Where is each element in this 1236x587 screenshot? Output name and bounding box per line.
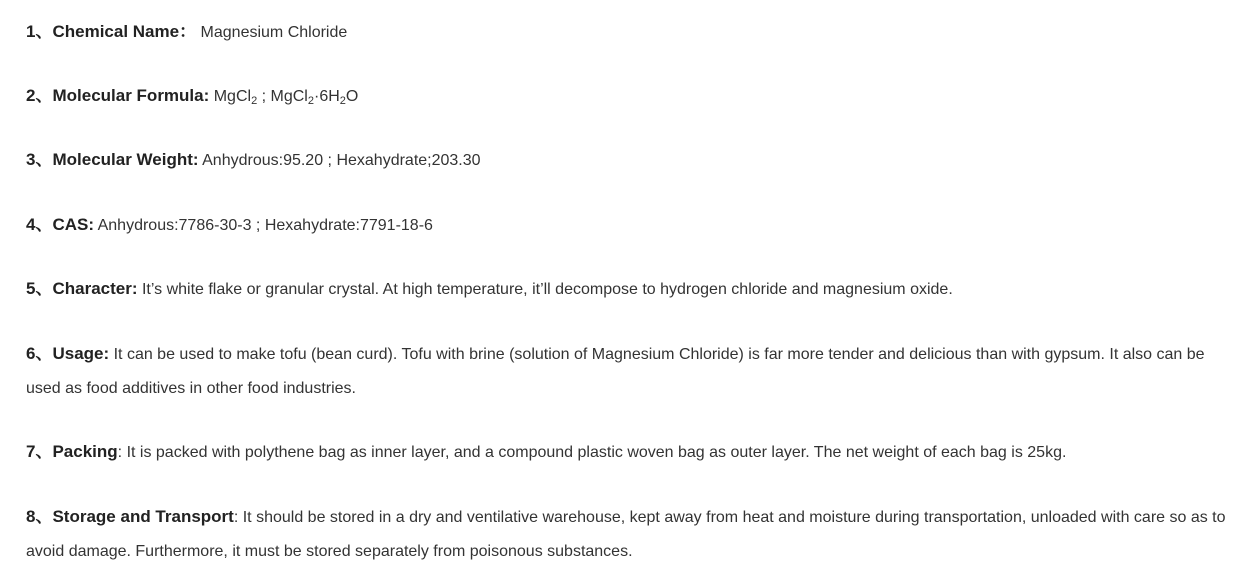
spec-item-molecular-formula (26, 79, 1226, 114)
item-value: It’s white flake or granular crystal. At high temperature, it’ll decompose to hydrogen chloride and magnesium oxide. (137, 281, 953, 298)
item-number: 6、 (26, 344, 53, 363)
item-value: Magnesium Chloride (196, 24, 348, 41)
spec-item-molecular-weight (26, 143, 1226, 178)
spec-item-packing (26, 435, 1226, 470)
item-number: 1、 (26, 22, 53, 41)
formula-part: ·6H (313, 88, 340, 105)
spec-item-usage (26, 337, 1226, 406)
item-label (26, 507, 234, 526)
formula-subscript: 2 (339, 95, 346, 107)
spec-item-storage-and-transport (26, 500, 1226, 569)
item-label-text: Usage: (52, 344, 110, 363)
spec-item-character (26, 272, 1226, 307)
item-label-text: Storage and Transport (52, 507, 234, 526)
item-number: 8、 (26, 507, 53, 526)
item-label (26, 442, 118, 461)
item-label-text: Chemical Name (52, 22, 180, 41)
item-label (26, 150, 199, 169)
item-label (26, 86, 209, 105)
item-number: 2、 (26, 86, 53, 105)
item-label-text: Molecular Weight: (52, 150, 199, 169)
formula-subscript: 2 (251, 95, 258, 107)
spec-item-chemical-name (26, 15, 1226, 50)
item-value: : It is packed with polythene bag as inner layer, and a compound plastic woven bag as outer layer. The net weight of each bag is 25kg. (117, 444, 1067, 461)
item-number: 3、 (26, 150, 53, 169)
item-number: 4、 (26, 215, 53, 234)
formula-value (209, 88, 358, 105)
item-value: Anhydrous:7786-30-3 ; Hexahydrate:7791-18-6 (94, 217, 433, 234)
item-label (26, 279, 138, 298)
spec-item-cas (26, 208, 1226, 243)
formula-subscript: 2 (307, 95, 314, 107)
item-label (26, 215, 94, 234)
formula-part: MgCl (209, 88, 252, 105)
item-label-text: Molecular Formula: (52, 86, 210, 105)
item-label (26, 22, 196, 41)
item-number: 7、 (26, 442, 53, 461)
item-value: Anhydrous:95.20 ; Hexahydrate;203.30 (198, 152, 481, 169)
item-label (26, 344, 109, 363)
item-label-text: CAS: (52, 215, 95, 234)
item-separator: ： (179, 22, 197, 41)
item-value: It can be used to make tofu (bean curd). Tofu with brine (solution of Magnesium Chloride) is far more tender and delicious than with gypsum. It also can be used as food additives in other food industries. (26, 346, 1205, 397)
item-label-text: Packing (52, 442, 118, 461)
item-number: 5、 (26, 279, 53, 298)
formula-part: ; MgCl (257, 88, 308, 105)
item-value: : It should be stored in a dry and ventilative warehouse, kept away from heat and moisture during transportation, unloaded with care so as to avoid damage. Furthermore, it must be stored separately from poisonous substances. (26, 509, 1226, 560)
item-label-text: Character: (52, 279, 138, 298)
formula-part: O (345, 88, 359, 105)
